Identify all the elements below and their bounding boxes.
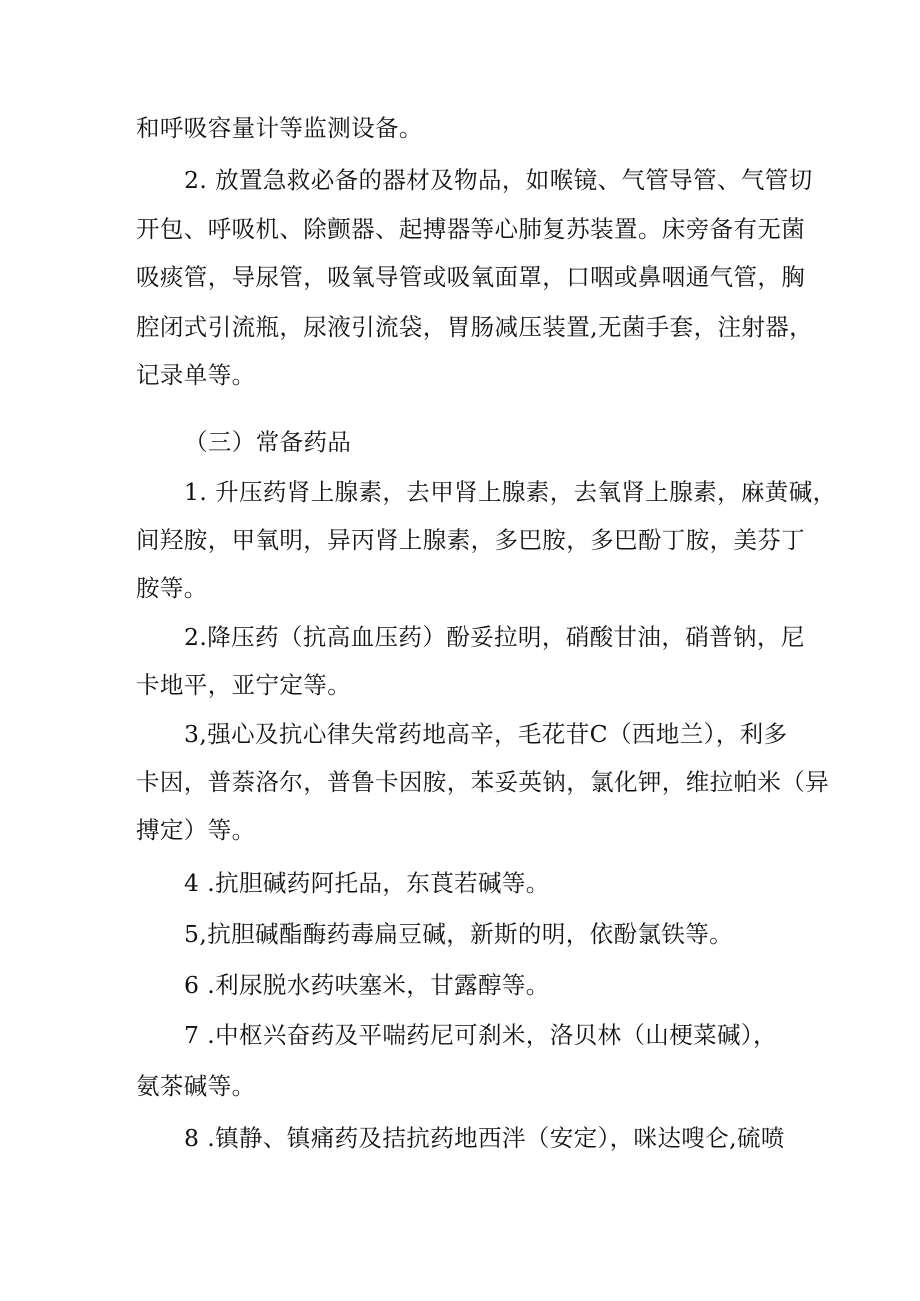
paragraph-line: 氨茶碱等。 xyxy=(136,1072,256,1100)
paragraph-line: 腔闭式引流瓶，尿液引流袋，胃肠减压装置,无菌手套，注射器， xyxy=(136,313,814,341)
paragraph-line: 2.降压药（抗高血压药）酚妥拉明，硝酸甘油，硝普钠，尼 xyxy=(184,623,805,651)
paragraph-line: 卡地平，亚宁定等。 xyxy=(136,671,352,699)
paragraph-line: 卡因，普萘洛尔，普鲁卡因胺，苯妥英钠，氯化钾，维拉帕米（异 xyxy=(136,768,830,796)
paragraph-line: 胺等。 xyxy=(136,574,208,602)
paragraph-line: 和呼吸容量计等监测设备。 xyxy=(136,114,423,142)
paragraph-line: 开包、呼吸机、除颤器、起搏器等心肺复苏装置。床旁备有无菌 xyxy=(136,215,806,243)
paragraph-line: 4 .抗胆碱药阿托品，东莨若碱等。 xyxy=(184,869,550,897)
paragraph-line: 记录单等。 xyxy=(136,361,256,389)
paragraph-line: 6 .利尿脱水药呋塞米，甘露醇等。 xyxy=(184,971,550,999)
paragraph-line: 5,抗胆碱酯酶药毒扁豆碱，新斯的明，依酚氯铁等。 xyxy=(184,920,734,948)
paragraph-line: 1. 升压药肾上腺素，去甲肾上腺素，去氧肾上腺素，麻黄碱， xyxy=(184,478,837,506)
paragraph-line: 7 .中枢兴奋药及平喘药尼可刹米，洛贝林（山梗菜碱）， xyxy=(184,1021,777,1049)
paragraph-line: 间羟胺，甲氧明，异丙肾上腺素，多巴胺，多巴酚丁胺，美芬丁 xyxy=(136,526,806,554)
section-heading: （三）常备药品 xyxy=(184,428,352,456)
paragraph-line: 2. 放置急救必备的器材及物品，如喉镜、气管导管、气管切 xyxy=(184,166,813,194)
paragraph-line: 搏定）等。 xyxy=(136,816,256,844)
paragraph-line: 3,强心及抗心律失常药地高辛，毛花苷C（西地兰），利多 xyxy=(184,720,788,748)
paragraph-line: 8 .镇静、镇痛药及拮抗药地西泮（安定），咪达嗖仑,硫喷 xyxy=(184,1124,785,1152)
paragraph-line: 吸痰管，导尿管，吸氧导管或吸氧面罩，口咽或鼻咽通气管，胸 xyxy=(136,263,806,291)
